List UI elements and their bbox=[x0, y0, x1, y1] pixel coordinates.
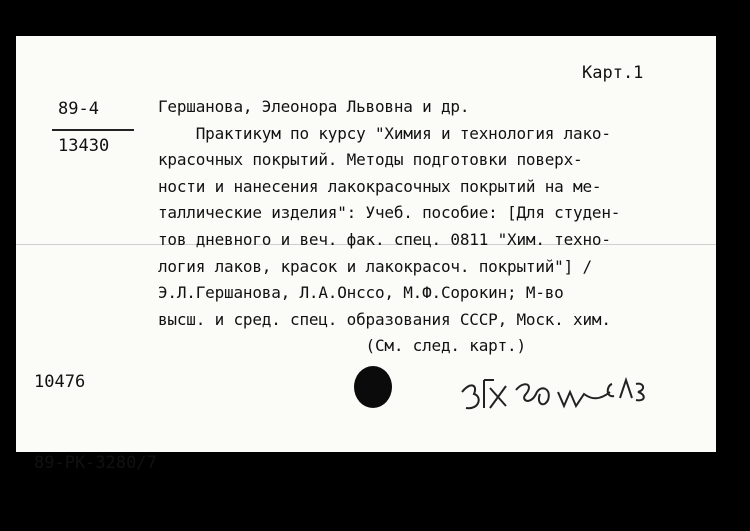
catalog-card bbox=[16, 36, 716, 473]
accession-codes bbox=[34, 315, 157, 531]
text-line: Э.Л.Гершанова, Л.А.Онссо, М.Ф.Сорокин; М-во bbox=[158, 283, 564, 303]
handwritten-note bbox=[460, 370, 660, 420]
registry-code: 89-РК-3280/7 bbox=[34, 453, 157, 473]
text-line: ности и нанесения лакокрасочных покрытий на ме- bbox=[158, 176, 602, 196]
bibliographic-description bbox=[158, 94, 620, 360]
text-line: таллические изделия": Учеб. пособие: [Для студен- bbox=[158, 203, 621, 223]
accession-number: 10476 bbox=[34, 372, 86, 392]
punch-hole bbox=[354, 366, 392, 408]
text-line: высш. и сред. спец. образования СССР, Моск. хим. bbox=[158, 309, 611, 329]
card-number: Карт.1 bbox=[582, 63, 644, 83]
inventory-number: 13430 bbox=[58, 136, 110, 156]
text-line: логия лаков, красок и лакокрасоч. покрытий"] / bbox=[158, 256, 592, 276]
text-line: тов дневного и веч. фак. спец. 0811 "Хим. техно- bbox=[158, 229, 611, 249]
continuation-note: (См. след. карт.) bbox=[158, 336, 526, 356]
text-line: красочных покрытий. Методы подготовки поверх- bbox=[158, 150, 583, 170]
author-line: Гершанова, Элеонора Львовна и др. bbox=[158, 97, 470, 116]
shelf-divider bbox=[52, 129, 134, 131]
shelf-mark: 89-4 bbox=[58, 99, 99, 119]
text-line: Практикум по курсу "Химия и технология лако- bbox=[158, 123, 611, 143]
